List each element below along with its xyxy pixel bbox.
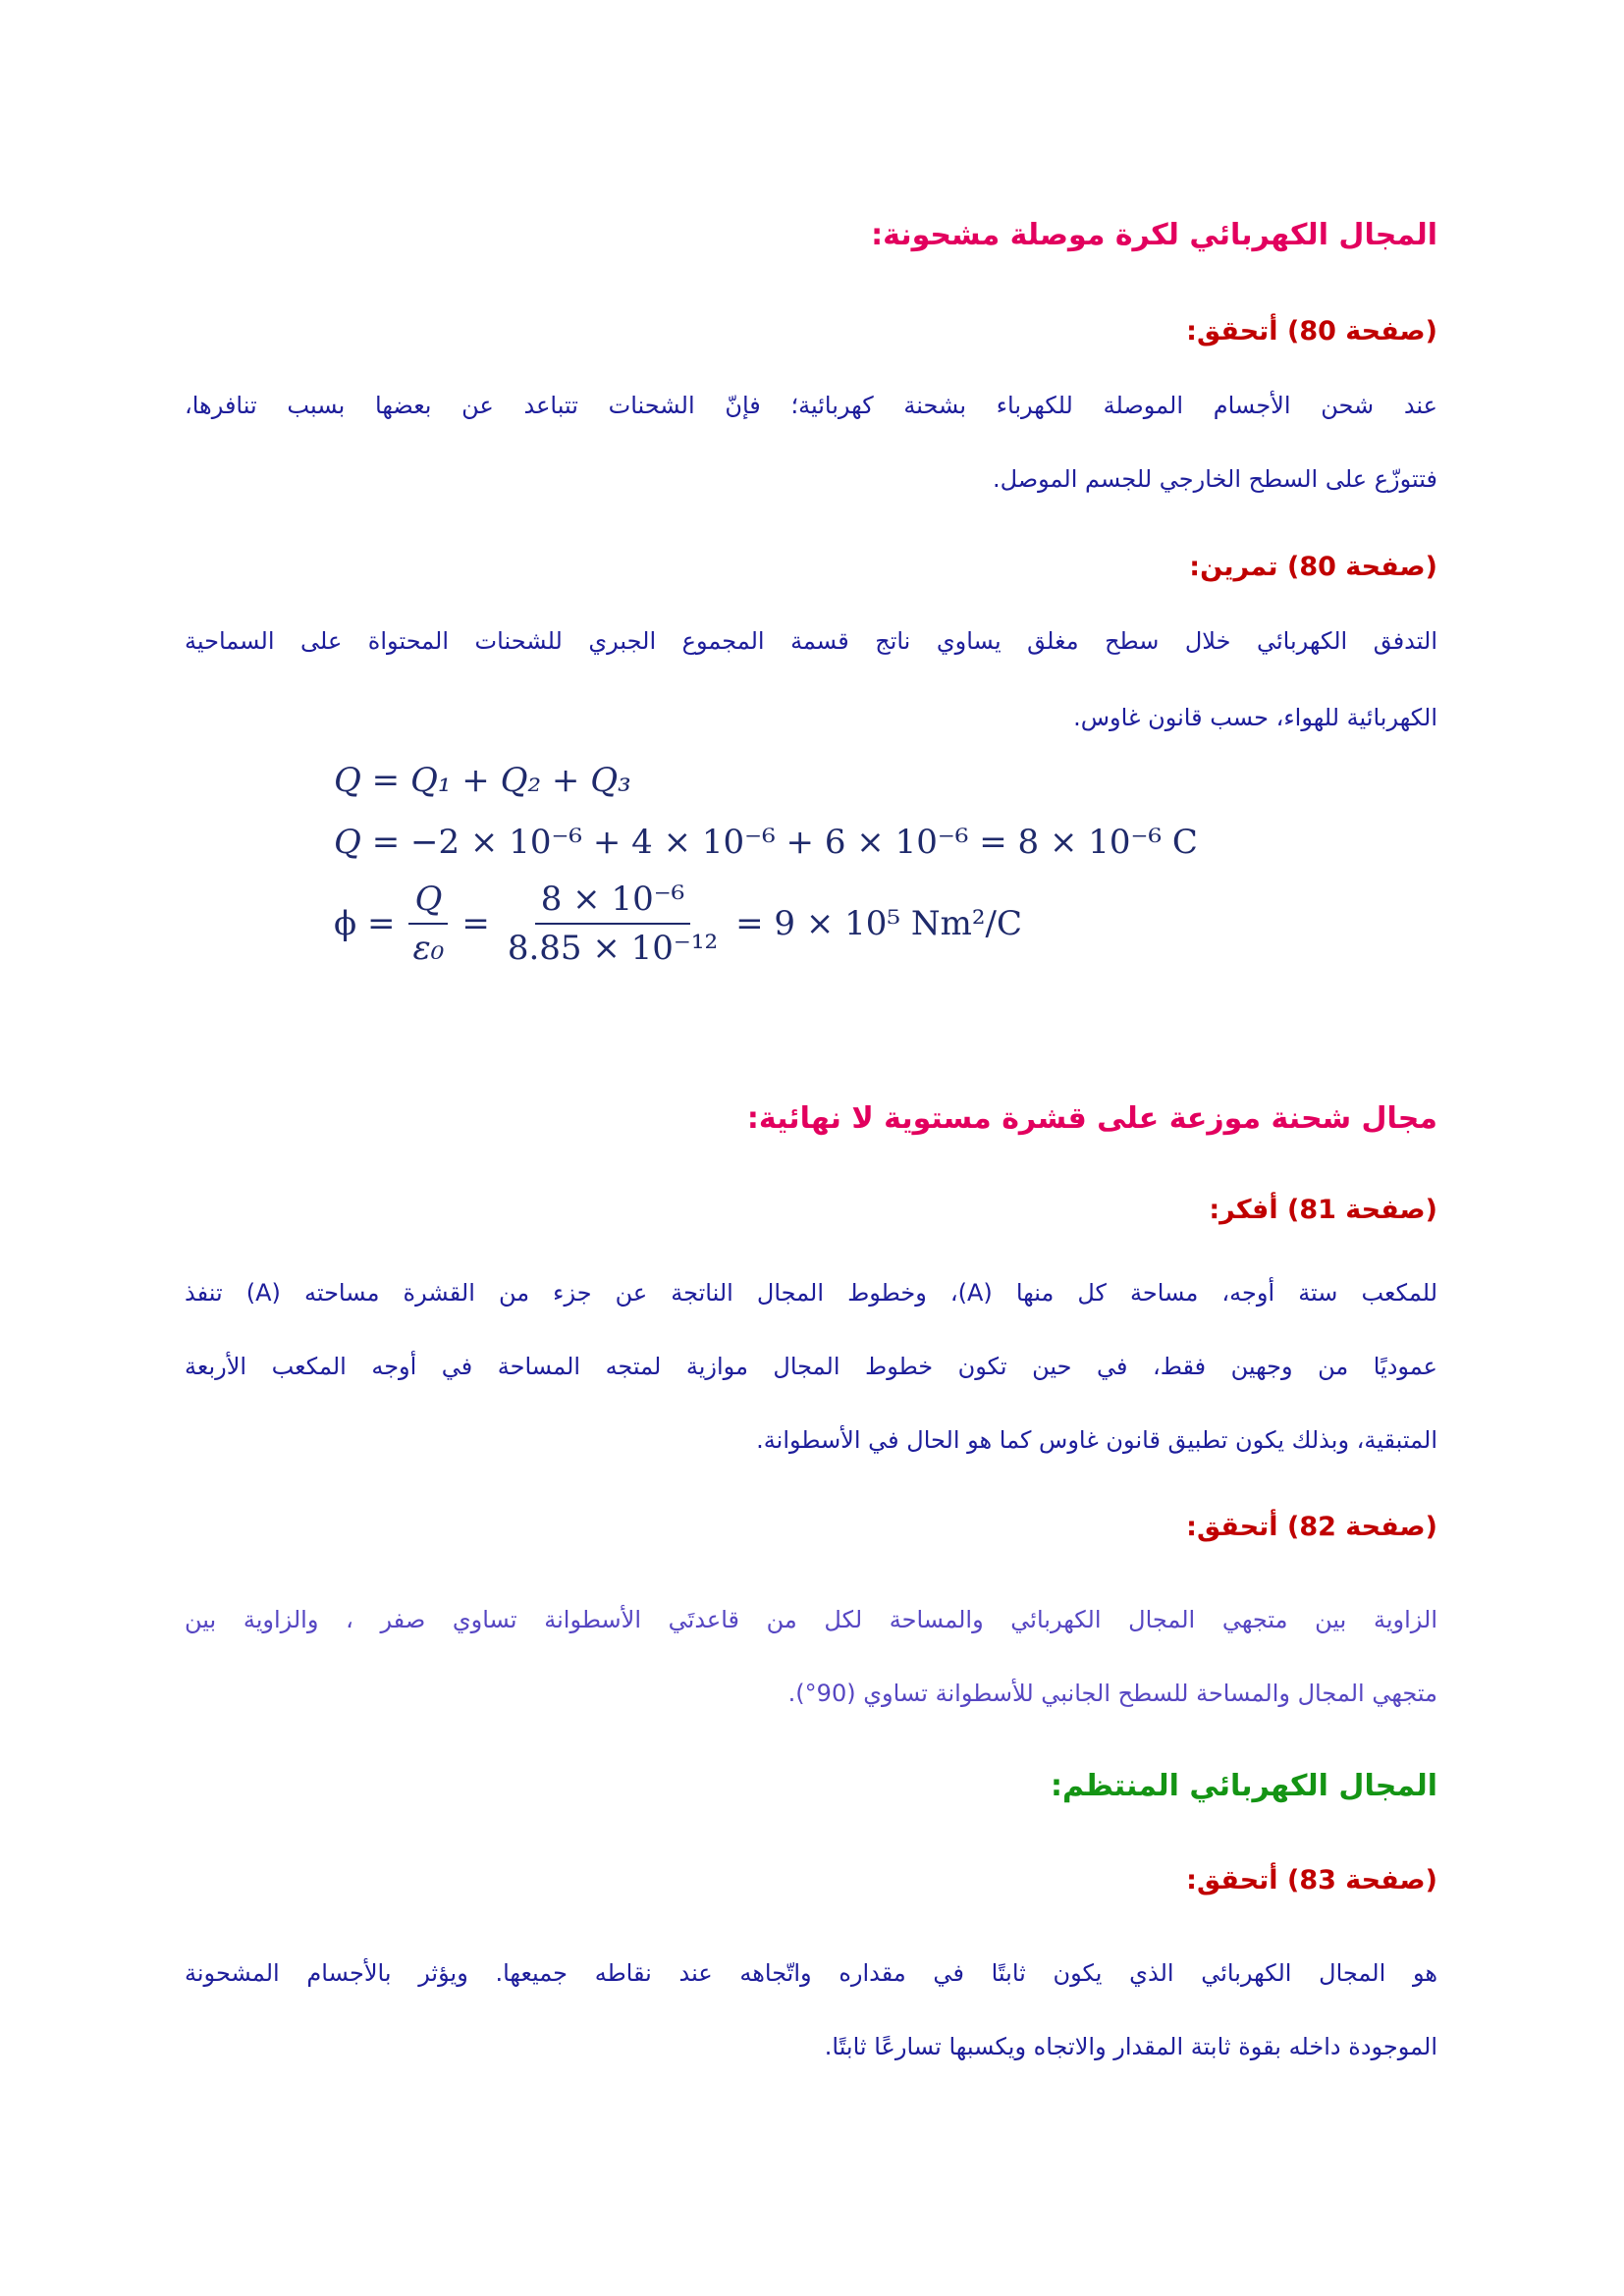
paragraph-line: للمكعب ستة أوجه، مساحة كل منها (A)، وخطوط المجال الناتجة عن جزء من القشرة مساحته (A) تنفذ (185, 1279, 1438, 1307)
think-label-page-81: (صفحة 81) أفكر: (1209, 1195, 1437, 1225)
fraction-denominator: 8.85 × 10⁻¹² (507, 929, 719, 968)
paragraph-line: عند شحن الأجسام الموصلة للكهرباء بشحنة كهربائية؛ فإنّ الشحنات تتباعد عن بعضها بسبب تنافرها، (185, 392, 1437, 419)
fraction-numerator: Q (408, 880, 448, 925)
check-label-page-80: (صفحة 80) أتحقق: (1186, 316, 1437, 347)
paragraph-line: هو المجال الكهربائي الذي يكون ثابتًا في مقداره واتّجاهه عند نقاطه جميعها. ويؤثر بالأجسام المشحونة (185, 1959, 1437, 1987)
section-title-uniform-field: المجال الكهربائي المنتظم: (1051, 1769, 1437, 1803)
fraction-numerator: 8 × 10⁻⁶ (535, 880, 691, 925)
section-title-charged-conducting-sphere: المجال الكهربائي لكرة موصلة مشحونة: (871, 218, 1437, 252)
equation-result: = 9 × 10⁵ Nm²/C (735, 904, 1022, 943)
equation-charge-sum (334, 823, 1198, 862)
paragraph-line: التدفق الكهربائي خلال سطح مغلق يساوي ناتج قسمة المجموع الجبري للشحنات المحتواة على السماحية (185, 627, 1437, 655)
paragraph-line: المتبقية، وبذلك يكون تطبيق قانون غاوس كما هو الحال في الأسطوانة. (756, 1426, 1437, 1454)
paragraph-line: عموديًا من وجهين فقط، في حين تكون خطوط المجال موازية لمتجه المساحة في أوجه المكعب الأربعة (185, 1353, 1437, 1380)
equation-expression: = −2 × 10⁻⁶ + 4 × 10⁻⁶ + 6 × 10⁻⁶ = 8 × 10⁻⁶ C (371, 823, 1198, 862)
paragraph-line: فتتوزّع على السطح الخارجي للجسم الموصل. (992, 465, 1437, 493)
equation-total-charge: Q = Q₁ + Q₂ + Q₃ (334, 761, 631, 800)
fraction-denominator: ε₀ (412, 929, 445, 968)
paragraph-line: الموجودة داخله بقوة ثابتة المقدار والاتجاه ويكسبها تسارعًا ثابتًا. (824, 2033, 1437, 2060)
equation-lhs: ϕ = (334, 904, 396, 943)
equation-variable: Q (334, 823, 361, 862)
equation-electric-flux (334, 880, 1022, 968)
check-label-page-83: (صفحة 83) أتحقق: (1186, 1865, 1437, 1896)
section-title-infinite-plane-sheet: مجال شحنة موزعة على قشرة مستوية لا نهائية: (746, 1101, 1437, 1136)
equals-sign: = (461, 904, 490, 943)
check-label-page-82: (صفحة 82) أتحقق: (1186, 1512, 1437, 1542)
paragraph-line: الزاوية بين متجهي المجال الكهربائي والمساحة لكل من قاعدتَي الأسطوانة تساوي صفر ، والزاوية بين (185, 1606, 1437, 1633)
fraction-numeric (502, 880, 724, 968)
exercise-label-page-80: (صفحة 80) تمرين: (1189, 552, 1437, 582)
paragraph-line: متجهي المجال والمساحة للسطح الجانبي للأسطوانة تساوي (90°). (787, 1680, 1437, 1707)
paragraph-line: الكهربائية للهواء، حسب قانون غاوس. (1073, 704, 1437, 731)
fraction-q-over-epsilon (406, 880, 450, 968)
